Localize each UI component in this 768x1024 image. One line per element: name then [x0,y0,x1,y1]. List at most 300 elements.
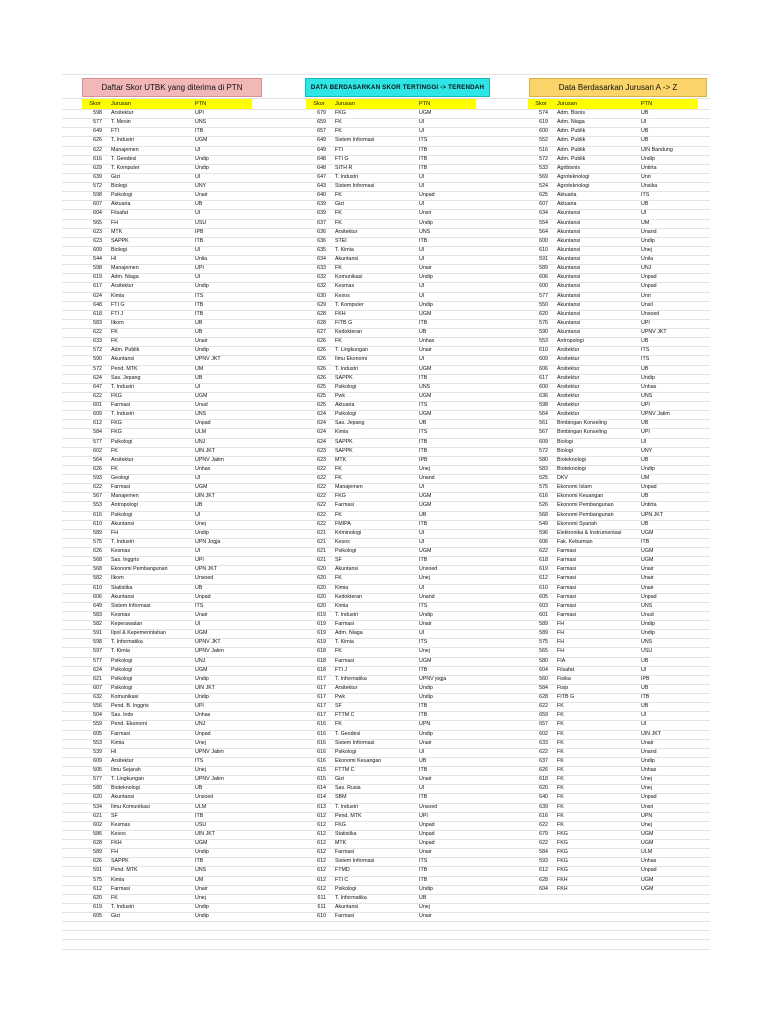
table-row [528,237,698,246]
cell-jurusan: FK [557,757,564,764]
cell-skor: 617 [317,694,326,700]
cell-ptn: UGM [641,885,654,892]
cell-jurusan: Akuntansi [557,310,581,317]
cell-skor: 623 [317,456,326,463]
cell-ptn: Unej [641,821,652,828]
cell-jurusan: Kriminologi [335,529,362,536]
cell-jurusan: T. Lingkungan [111,776,144,783]
cell-ptn: UI [195,274,201,281]
cell-jurusan: FH [557,648,565,655]
cell-jurusan: Kesmas [111,821,131,828]
cell-skor: 622 [539,703,548,710]
table-row [306,894,476,903]
cell-ptn: Unpad [641,484,657,491]
cell-jurusan: FMIPA [335,520,351,527]
cell-jurusan: FTTM C [335,767,355,773]
cell-jurusan: Arsitektur [111,757,134,764]
cell-ptn: Unair [641,575,654,582]
cell-ptn: UI [419,748,425,755]
cell-jurusan: Psikologi [111,666,133,673]
cell-ptn: ITB [419,867,428,874]
cell-jurusan: SAPPK [335,438,353,445]
table-row [306,757,476,766]
cell-ptn: ITB [419,164,428,171]
cell-jurusan: Adm. Publik [557,155,586,162]
cell-ptn: ITB [419,146,428,153]
cell-ptn: UNJ [195,657,206,664]
cell-ptn: UNS [641,392,653,399]
cell-skor: 605 [93,913,102,919]
table-row [306,209,476,218]
cell-skor: 554 [539,219,548,226]
cell-jurusan: Arsitektur [111,110,134,116]
cell-ptn: Unair [641,739,654,746]
cell-jurusan: Ilkom [111,575,124,582]
cell-skor: 565 [93,219,102,226]
cell-jurusan: HI [111,256,117,262]
table-row [306,328,476,337]
table-row [528,200,698,209]
cell-skor: 609 [93,411,102,418]
cell-ptn: UM [195,876,204,883]
cell-skor: 639 [317,201,326,208]
cell-jurusan: Komunikasi [335,274,363,281]
table-row [306,501,476,510]
table-row [82,337,252,346]
cell-jurusan: Kimia [335,584,349,591]
cell-jurusan: Adm. Niaga [111,274,139,281]
cell-skor: 620 [539,310,548,317]
cell-ptn: Unsoed [419,566,438,573]
table-row [306,483,476,492]
cell-skor: 640 [539,794,548,801]
cell-jurusan: Farmasi [335,621,355,627]
cell-skor: 596 [539,529,548,536]
table-row [82,793,252,802]
table-row [306,447,476,456]
cell-ptn: Unsoed [195,794,214,801]
cell-ptn: UGM [419,502,432,509]
cell-skor: 612 [317,830,326,837]
cell-skor: 534 [93,803,102,810]
table-row [82,155,252,164]
table-row [82,246,252,255]
cell-skor: 556 [93,703,102,710]
table-row [82,657,252,666]
cell-skor: 544 [93,256,102,262]
cell-skor: 622 [93,392,102,399]
cell-ptn: UGM [195,630,208,637]
cell-jurusan: SITH R [335,164,353,171]
table-row [528,401,698,410]
cell-ptn: Unhas [641,767,657,773]
table-row [306,620,476,629]
cell-jurusan: Manajemen [111,493,139,500]
table-row [306,538,476,547]
cell-jurusan: FKH [111,840,122,846]
table-row [82,757,252,766]
cell-ptn: Undip [419,301,433,308]
cell-jurusan: Gizi [335,776,345,783]
cell-skor: 580 [539,657,548,664]
cell-ptn: ITS [419,429,428,436]
cell-ptn: UI [641,119,647,126]
table-row [528,803,698,812]
cell-ptn: UM [195,365,204,372]
cell-skor: 622 [539,548,548,554]
table-body [82,109,252,921]
table-row [306,310,476,319]
table-row [306,529,476,538]
cell-ptn: ITB [419,712,428,719]
cell-jurusan: Adm. Niaga [335,630,363,637]
table-row [82,538,252,547]
table-row [528,812,698,821]
cell-skor: 628 [539,694,548,700]
grid-line [62,74,710,75]
cell-jurusan: Akuntansi [557,210,581,217]
cell-ptn: UNY [641,447,653,454]
cell-ptn: Unhas [641,383,657,390]
cell-jurusan: FTI [335,146,343,153]
cell-jurusan: Akuntansi [557,292,581,299]
cell-skor: 623 [93,228,102,235]
table-row [82,584,252,593]
cell-ptn: Unpad [641,283,657,290]
cell-jurusan: T. Informatika [111,639,143,646]
cell-ptn: UI [419,119,425,126]
table-row [82,228,252,237]
cell-ptn: UNJ [195,438,206,445]
cell-jurusan: SF [335,703,342,710]
cell-ptn: Unair [419,621,432,627]
table-row [306,803,476,812]
table-row [306,629,476,638]
table-row [528,282,698,291]
table-row [528,383,698,392]
table-row [82,164,252,173]
cell-skor: 623 [93,237,102,244]
cell-skor: 615 [317,767,326,773]
cell-skor: 553 [539,338,548,345]
table-row [82,200,252,209]
cell-ptn: Undip [641,621,655,627]
cell-skor: 626 [317,374,326,381]
cell-ptn: Unair [195,611,208,618]
table-row [82,264,252,273]
cell-jurusan: Biologi [557,438,573,445]
cell-skor: 565 [539,648,548,655]
cell-skor: 619 [317,611,326,618]
cell-jurusan: FK [557,739,564,746]
cell-jurusan: Farmasi [335,913,355,919]
cell-ptn: Undip [195,913,209,919]
cell-jurusan: Aktuaria [557,201,577,208]
table-row [82,273,252,282]
cell-skor: 679 [317,110,326,116]
cell-ptn: USU [195,219,207,226]
cell-ptn: Unsri [419,210,432,217]
cell-skor: 607 [93,684,102,691]
cell-skor: 606 [539,365,548,372]
cell-ptn: UI [419,128,425,135]
cell-skor: 618 [317,657,326,664]
cell-ptn: UI [419,529,425,536]
cell-ptn: ITS [641,356,650,363]
table-row [528,666,698,675]
cell-skor: 619 [539,566,548,573]
cell-ptn: UPNV Jatim [195,648,224,655]
table-row [528,209,698,218]
cell-ptn: Unpad [195,420,211,427]
cell-skor: 624 [93,292,102,299]
cell-jurusan: FK [335,119,342,126]
cell-jurusan: Antropologi [557,338,584,345]
cell-jurusan: SAPPK [111,237,129,244]
cell-skor: 602 [93,821,102,828]
cell-skor: 593 [93,475,102,481]
cell-jurusan: Manajemen [111,265,139,272]
table-row [306,857,476,866]
table-row [82,392,252,401]
cell-skor: 575 [539,484,548,491]
cell-ptn: ITB [419,794,428,801]
cell-ptn: Unej [419,465,430,472]
cell-skor: 616 [317,739,326,746]
cell-jurusan: Psikologi [335,885,357,892]
cell-ptn: ITS [195,757,204,764]
cell-ptn: Unpad [641,867,657,874]
cell-skor: 626 [539,767,548,773]
cell-skor: 624 [317,438,326,445]
cell-ptn: UPNV JKT [641,329,667,335]
cell-ptn: Unsika [641,183,658,189]
cell-ptn: Undip [419,885,433,892]
cell-skor: 633 [93,338,102,345]
table-row [528,647,698,656]
cell-skor: 586 [93,830,102,837]
cell-jurusan: Agribisnis [557,164,580,171]
cell-ptn: UPN JKT [641,511,664,518]
cell-ptn: Unsri [641,803,654,810]
cell-skor: 580 [93,785,102,792]
cell-ptn: ITB [419,520,428,527]
cell-ptn: Unpad [419,192,435,199]
cell-ptn: ITB [419,155,428,162]
cell-skor: 612 [317,876,326,883]
cell-skor: 550 [539,301,548,308]
table-row [82,529,252,538]
table-row [82,282,252,291]
table-row [306,355,476,364]
table-row [528,264,698,273]
cell-jurusan: Psikologi [111,192,133,199]
cell-skor: 618 [317,666,326,673]
cell-skor: 621 [93,675,102,682]
table-row [82,301,252,310]
cell-ptn: Unair [419,849,432,856]
cell-skor: 589 [539,265,548,272]
table-row [306,136,476,145]
table-row [306,565,476,574]
cell-jurusan: Arsitektur [335,228,358,235]
table-row [306,638,476,647]
table-header [82,99,252,109]
table-row [306,255,476,264]
cell-ptn: Undip [195,849,209,856]
cell-jurusan: Farmasi [557,611,577,618]
cell-skor: 577 [93,438,102,445]
cell-ptn: Unila [641,256,654,262]
cell-jurusan: SF [111,812,118,819]
cell-skor: 582 [93,621,102,627]
cell-ptn: Undip [195,347,209,354]
table-body [306,109,476,921]
cell-ptn: Unair [419,739,432,746]
cell-jurusan: Arsitektur [557,365,580,372]
cell-ptn: UPNV jogja [419,675,447,682]
cell-jurusan: FK [557,721,564,728]
table-row [82,447,252,456]
cell-ptn: ITS [195,292,204,299]
cell-ptn: Undip [419,684,433,691]
cell-skor: 591 [539,256,548,262]
table-row [82,821,252,830]
cell-jurusan: Bioteknologi [557,465,586,472]
cell-skor: 549 [539,520,548,527]
table-row [306,337,476,346]
cell-jurusan: FK [557,812,564,819]
cell-ptn: Undip [195,694,209,700]
table-header [528,99,698,109]
table-row [306,711,476,720]
cell-skor: 627 [317,329,326,335]
header-ptn: PTN [419,101,431,107]
table-row [528,766,698,775]
table-row [306,647,476,656]
cell-skor: 617 [317,684,326,691]
table-row [306,146,476,155]
cell-ptn: Unand [419,475,435,481]
table-row [82,830,252,839]
cell-ptn: Undip [641,630,655,637]
cell-skor: 598 [93,192,102,199]
cell-skor: 626 [93,137,102,144]
cell-ptn: UNY [195,183,207,189]
cell-skor: 622 [317,465,326,472]
cell-skor: 576 [539,319,548,326]
cell-ptn: Unhas [195,465,211,472]
cell-jurusan: Psikologi [111,438,133,445]
cell-jurusan: Kimia [111,739,125,746]
cell-skor: 583 [93,611,102,618]
cell-jurusan: T. Mesin [111,119,131,126]
cell-ptn: Unej [641,776,652,783]
cell-jurusan: Arsitektur [557,374,580,381]
cell-jurusan: MTK [335,456,347,463]
table-row [528,191,698,200]
cell-skor: 609 [93,757,102,764]
table-row [306,456,476,465]
cell-skor: 632 [93,694,102,700]
cell-skor: 612 [317,840,326,846]
cell-ptn: UB [641,110,649,116]
cell-ptn: USU [641,648,653,655]
cell-ptn: UB [419,329,427,335]
cell-jurusan: FKG [335,821,346,828]
cell-jurusan: Adm. Publik [557,137,586,144]
cell-ptn: ITB [419,666,428,673]
table-row [306,574,476,583]
cell-jurusan: T. Informatika [335,675,367,682]
cell-skor: 580 [539,456,548,463]
cell-ptn: UPNV Jatim [195,748,224,755]
cell-ptn: ULM [195,803,207,810]
table-row [528,511,698,520]
cell-ptn: Undip [419,611,433,618]
cell-skor: 622 [317,484,326,491]
cell-skor: 610 [317,913,326,919]
cell-jurusan: Sas. Indo [111,712,134,719]
cell-skor: 559 [93,721,102,728]
cell-jurusan: FKH [335,310,346,317]
cell-ptn: UPN Jogja [195,538,221,545]
cell-jurusan: FK [557,748,564,755]
cell-jurusan: FK [111,894,118,901]
table-row [528,127,698,136]
cell-jurusan: Kesmas [335,283,355,290]
cell-skor: 620 [317,593,326,600]
table-by-major [528,99,698,894]
header-ptn: PTN [641,101,653,107]
cell-skor: 612 [539,575,548,582]
cell-skor: 605 [93,730,102,737]
cell-jurusan: FKG [111,392,122,399]
cell-skor: 659 [317,119,326,126]
table-row [528,474,698,483]
table-row [528,136,698,145]
table-row [306,292,476,301]
cell-ptn: Unud [195,402,208,408]
cell-jurusan: FKG [557,840,568,846]
table-row [306,374,476,383]
cell-ptn: Unair [195,338,208,345]
header-jurusan: Jurusan [557,101,577,107]
cell-jurusan: Akuntansi [557,256,581,262]
cell-ptn: UM [641,219,650,226]
cell-ptn: UIN JKT [195,493,216,500]
cell-ptn: ITB [419,374,428,381]
cell-skor: 584 [539,849,548,856]
cell-jurusan: SBM [335,794,347,801]
cell-jurusan: Farmasi [111,402,131,408]
cell-ptn: Unhas [195,712,211,719]
cell-ptn: Unej [641,785,652,792]
cell-skor: 626 [317,338,326,345]
table-row [528,392,698,401]
cell-jurusan: Akuntansi [557,237,581,244]
cell-jurusan: Arsitektur [335,684,358,691]
cell-jurusan: Arsitektur [557,347,580,354]
cell-jurusan: DKV [557,475,568,481]
table-row [528,155,698,164]
cell-ptn: UI [195,383,201,390]
table-row [306,912,476,921]
cell-ptn: UPI [641,319,650,326]
cell-skor: 583 [93,319,102,326]
cell-jurusan: T. Kimia [335,639,354,646]
table-row [528,410,698,419]
